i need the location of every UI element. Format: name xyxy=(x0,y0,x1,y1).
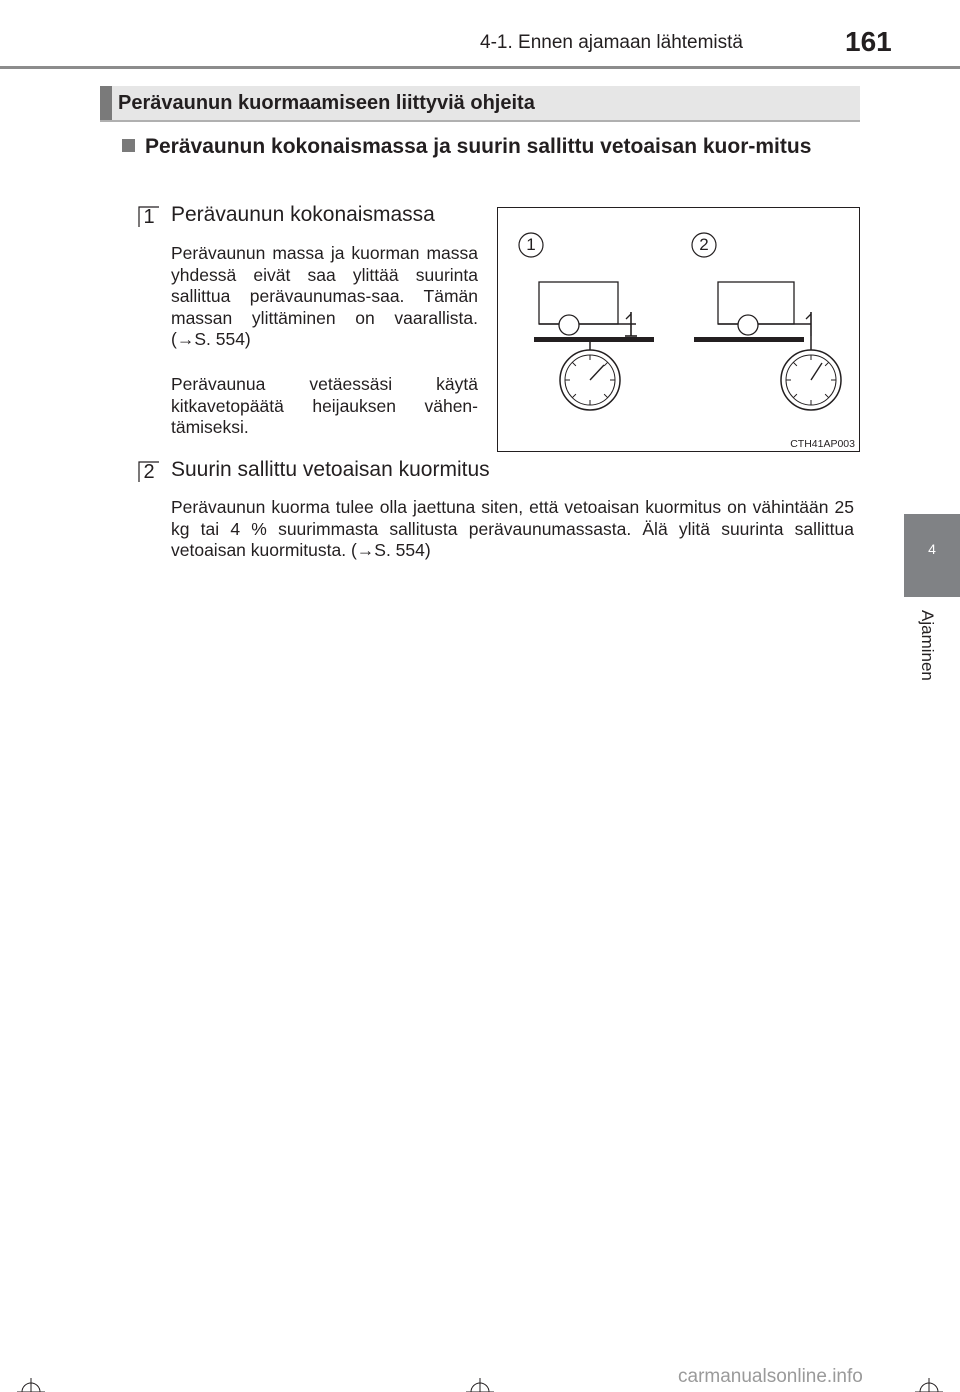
page-number: 161 xyxy=(845,26,892,57)
watermark: carmanualsonline.info xyxy=(678,1366,863,1387)
registration-mark-icon xyxy=(465,1372,495,1392)
header-divider xyxy=(0,66,960,69)
item-title-1: Perävaunun kokonaismassa xyxy=(171,203,435,226)
item-2-paragraph-1: Perävaunun kuorma tulee olla jaettuna siten, että vetoaisan kuormitus on vähintään 25 kg tai 4 % suurimmasta sallitusta perävaunumassasta. Älä ylitä suurinta sallittua vetoaisan kuormitusta. (→S. 554) xyxy=(171,497,854,560)
registration-mark-icon xyxy=(16,1372,46,1392)
item-1-paragraph-2: Perävaunua vetäessäsi käytä kitkavetopäätä heijauksen vähen-tämiseksi. xyxy=(171,374,478,437)
registration-mark-icon xyxy=(914,1372,944,1392)
item-title-2: Suurin sallittu vetoaisan kuormitus xyxy=(171,458,490,481)
item-number-2 xyxy=(137,460,161,484)
banner-accent-bar xyxy=(100,86,112,120)
subheading: Perävaunun kokonaismassa ja suurin sallittu vetoaisan kuor-mitus xyxy=(145,135,812,158)
banner-title: Perävaunun kuormaamiseen liittyviä ohjeita xyxy=(118,92,535,114)
item-number-text: 2 xyxy=(143,461,155,483)
square-bullet-icon xyxy=(122,139,135,152)
banner-underline xyxy=(100,120,860,122)
trailer-weight-figure xyxy=(497,207,860,452)
item-1-paragraph-1: Perävaunun massa ja kuorman massa yhdessä eivät saa ylittää suurinta sallittua perävaunumas-saa. Tämän massan ylittäminen on vaarallista. (→S. 554) xyxy=(171,243,478,349)
section-title: 4-1. Ennen ajamaan lähtemistä xyxy=(480,32,743,53)
item-number-1 xyxy=(137,205,161,229)
chapter-label: Ajaminen xyxy=(918,610,937,681)
item-number-text: 1 xyxy=(143,206,155,228)
section-banner xyxy=(100,86,860,120)
chapter-number: 4 xyxy=(928,541,936,557)
figure-code: CTH41AP003 xyxy=(790,438,855,450)
chapter-tab xyxy=(904,514,960,597)
trailer-scale-illustration xyxy=(498,208,861,453)
number-frame-icon xyxy=(137,460,161,484)
figure-label-1: 1 xyxy=(526,235,536,254)
figure-label-2: 2 xyxy=(699,235,709,254)
number-frame-icon xyxy=(137,205,161,229)
